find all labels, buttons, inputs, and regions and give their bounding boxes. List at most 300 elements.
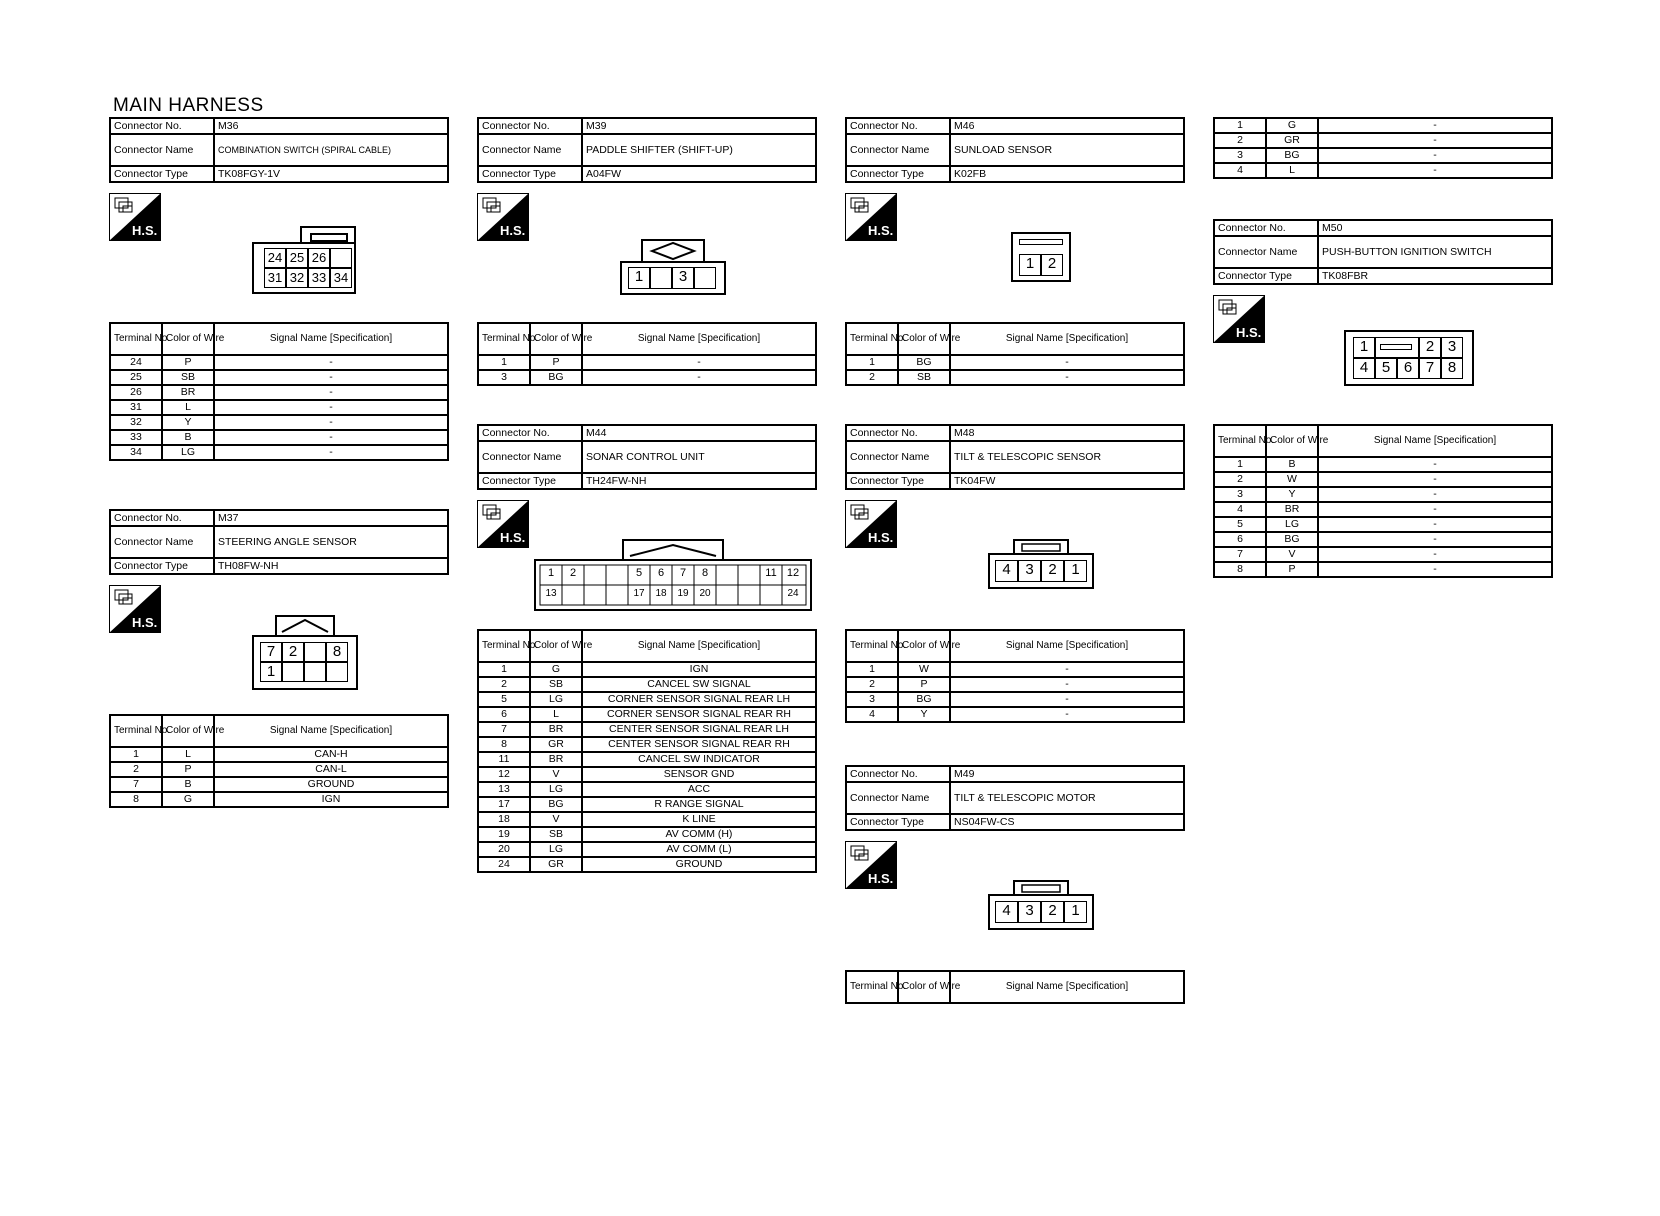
table-row — [478, 827, 816, 842]
connector-face-m39 — [620, 239, 726, 295]
pin: 1 — [547, 567, 555, 579]
wire-color-cell: BR — [1266, 502, 1318, 517]
connector-info-m49 — [845, 765, 1185, 831]
terminal-no-cell: 3 — [1214, 487, 1266, 502]
terminal-no-cell: 11 — [478, 752, 530, 767]
terminal-no-cell: 4 — [846, 707, 898, 722]
wire-color-cell: BR — [530, 752, 582, 767]
connector-name-value: SUNLOAD SENSOR — [950, 134, 1184, 166]
terminal-no-cell: 25 — [110, 370, 162, 385]
wire-color-cell: L — [1266, 163, 1318, 178]
label-connector-name: Connector Name — [1214, 236, 1318, 268]
wire-color-cell: LG — [530, 842, 582, 857]
wire-color-cell: LG — [162, 445, 214, 460]
label-connector-name: Connector Name — [110, 134, 214, 166]
terminal-no-cell: 3 — [846, 692, 898, 707]
harness-side-icon — [109, 193, 161, 241]
hs-label: H.S. — [132, 223, 158, 238]
signal-name-cell: - — [950, 355, 1184, 370]
label-connector-name: Connector Name — [846, 782, 950, 814]
pin: 1 — [628, 267, 650, 289]
signal-name-cell: R RANGE SIGNAL — [582, 797, 816, 812]
header-color-of-wire: Color of Wire — [530, 630, 582, 662]
connector-info-m36 — [109, 117, 449, 183]
table-row — [110, 792, 448, 807]
label-connector-no: Connector No. — [1214, 220, 1318, 236]
table-row — [110, 747, 448, 762]
connector-type-value: NS04FW-CS — [950, 814, 1184, 830]
pin-empty — [326, 662, 348, 682]
pin: 6 — [1397, 358, 1419, 379]
table-row — [110, 445, 448, 460]
signal-name-cell: - — [950, 662, 1184, 677]
terminal-table-m50 — [1213, 424, 1553, 578]
terminal-no-cell: 18 — [478, 812, 530, 827]
table-row — [846, 692, 1184, 707]
connector-no-value: M46 — [950, 118, 1184, 134]
pin: 7 — [1419, 358, 1441, 379]
label-connector-name: Connector Name — [478, 134, 582, 166]
wire-color-cell: Y — [162, 415, 214, 430]
pin: 8 — [701, 567, 709, 579]
table-row — [1214, 502, 1552, 517]
signal-name-cell: SENSOR GND — [582, 767, 816, 782]
terminal-no-cell: 1 — [478, 355, 530, 370]
wire-color-cell: SB — [898, 370, 950, 385]
table-row — [110, 400, 448, 415]
terminal-no-cell: 2 — [1214, 472, 1266, 487]
table-row — [478, 370, 816, 385]
signal-name-cell: - — [582, 370, 816, 385]
connector-face-m50 — [1344, 330, 1474, 386]
label-connector-name: Connector Name — [846, 441, 950, 473]
terminal-no-cell: 34 — [110, 445, 162, 460]
signal-name-cell: - — [1318, 502, 1552, 517]
pin: 4 — [995, 901, 1018, 923]
table-row — [478, 677, 816, 692]
terminal-no-cell: 2 — [478, 677, 530, 692]
signal-name-cell: - — [1318, 133, 1552, 148]
table-row — [846, 370, 1184, 385]
terminal-no-cell: 1 — [1214, 118, 1266, 133]
pin: 8 — [326, 642, 348, 662]
harness-side-icon — [109, 585, 161, 633]
signal-name-cell: - — [1318, 118, 1552, 133]
terminal-no-cell: 12 — [478, 767, 530, 782]
header-terminal-no: Terminal No. — [110, 323, 162, 355]
terminal-no-cell: 5 — [478, 692, 530, 707]
connector-no-value: M39 — [582, 118, 816, 134]
wire-color-cell: BG — [530, 797, 582, 812]
wire-color-cell: P — [530, 355, 582, 370]
header-color-of-wire: Color of Wire — [898, 630, 950, 662]
header-terminal-no: Terminal No. — [846, 323, 898, 355]
label-connector-name: Connector Name — [110, 526, 214, 558]
wire-color-cell: L — [162, 400, 214, 415]
signal-name-cell: - — [1318, 517, 1552, 532]
signal-name-cell: CANCEL SW SIGNAL — [582, 677, 816, 692]
connector-name-value: COMBINATION SWITCH (SPIRAL CABLE) — [214, 134, 448, 166]
table-row — [110, 415, 448, 430]
header-terminal-no: Terminal No. — [1214, 425, 1266, 457]
connector-no-value: M36 — [214, 118, 448, 134]
terminal-table-m48 — [845, 629, 1185, 723]
connector-info-m37 — [109, 509, 449, 575]
header-color-of-wire: Color of Wire — [898, 323, 950, 355]
table-row — [110, 777, 448, 792]
signal-name-cell: CORNER SENSOR SIGNAL REAR LH — [582, 692, 816, 707]
wire-color-cell: Y — [1266, 487, 1318, 502]
wire-color-cell: BG — [898, 355, 950, 370]
pin-empty — [650, 267, 672, 289]
table-row — [478, 812, 816, 827]
terminal-no-cell: 4 — [1214, 163, 1266, 178]
signal-name-cell: - — [1318, 148, 1552, 163]
terminal-no-cell: 1 — [1214, 457, 1266, 472]
pin: 5 — [635, 567, 643, 579]
table-row — [478, 842, 816, 857]
connector-name-value: SONAR CONTROL UNIT — [582, 441, 816, 473]
label-connector-no: Connector No. — [846, 425, 950, 441]
pin: 3 — [1018, 560, 1041, 582]
connector-no-value: M49 — [950, 766, 1184, 782]
signal-name-cell: - — [1318, 487, 1552, 502]
signal-name-cell: GROUND — [582, 857, 816, 872]
pin: 2 — [282, 642, 304, 662]
pin: 4 — [1353, 358, 1375, 379]
terminal-no-cell: 2 — [1214, 133, 1266, 148]
pin: 3 — [1441, 337, 1463, 358]
hs-label: H.S. — [132, 615, 158, 630]
connector-no-value: M48 — [950, 425, 1184, 441]
connector-face-m36 — [252, 226, 356, 294]
table-row — [846, 662, 1184, 677]
header-color-of-wire: Color of Wire — [162, 323, 214, 355]
pin: 7 — [679, 567, 687, 579]
terminal-no-cell: 5 — [1214, 517, 1266, 532]
label-connector-no: Connector No. — [846, 766, 950, 782]
signal-name-cell: AV COMM (H) — [582, 827, 816, 842]
signal-name-cell: - — [214, 355, 448, 370]
label-connector-name: Connector Name — [846, 134, 950, 166]
wire-color-cell: P — [162, 355, 214, 370]
wire-color-cell: BR — [162, 385, 214, 400]
terminal-no-cell: 33 — [110, 430, 162, 445]
signal-name-cell: CANCEL SW INDICATOR — [582, 752, 816, 767]
signal-name-cell: - — [1318, 547, 1552, 562]
pin: 12 — [786, 567, 800, 579]
harness-side-icon — [845, 500, 897, 548]
wire-color-cell: V — [530, 767, 582, 782]
hs-label: H.S. — [868, 223, 894, 238]
label-connector-no: Connector No. — [478, 425, 582, 441]
pin: 1 — [1064, 901, 1087, 923]
wire-color-cell: SB — [530, 677, 582, 692]
label-connector-no: Connector No. — [846, 118, 950, 134]
header-color-of-wire: Color of Wire — [1266, 425, 1318, 457]
signal-name-cell: - — [950, 692, 1184, 707]
header-signal-name: Signal Name [Specification] — [950, 630, 1184, 662]
table-row — [846, 677, 1184, 692]
table-row — [1214, 517, 1552, 532]
pin: 1 — [1019, 254, 1041, 276]
connector-face-m48 — [988, 539, 1094, 589]
header-signal-name: Signal Name [Specification] — [582, 323, 816, 355]
table-row — [846, 707, 1184, 722]
terminal-table-m49-continued — [1213, 117, 1553, 179]
header-terminal-no: Terminal No. — [846, 630, 898, 662]
pin: 2 — [1419, 337, 1441, 358]
signal-name-cell: CENTER SENSOR SIGNAL REAR LH — [582, 722, 816, 737]
table-row — [1214, 133, 1552, 148]
wire-color-cell: B — [162, 777, 214, 792]
table-row — [110, 385, 448, 400]
wire-color-cell: GR — [1266, 133, 1318, 148]
harness-side-icon — [845, 193, 897, 241]
pin: 18 — [655, 588, 667, 599]
terminal-no-cell: 13 — [478, 782, 530, 797]
label-connector-no: Connector No. — [478, 118, 582, 134]
label-connector-type: Connector Type — [1214, 268, 1318, 284]
wire-color-cell: G — [530, 662, 582, 677]
wire-color-cell: BG — [1266, 148, 1318, 163]
pin: 2 — [1041, 560, 1064, 582]
label-connector-type: Connector Type — [478, 473, 582, 489]
terminal-table-m39 — [477, 322, 817, 386]
pin: 33 — [308, 268, 330, 288]
table-row — [478, 355, 816, 370]
terminal-table-m46 — [845, 322, 1185, 386]
table-row — [478, 857, 816, 872]
pin: 19 — [677, 588, 689, 599]
table-row — [478, 692, 816, 707]
wire-color-cell: B — [1266, 457, 1318, 472]
hs-label: H.S. — [868, 530, 894, 545]
table-row — [478, 752, 816, 767]
terminal-no-cell: 3 — [478, 370, 530, 385]
pin: 3 — [672, 267, 694, 289]
hs-label: H.S. — [868, 871, 894, 886]
wire-color-cell: SB — [530, 827, 582, 842]
header-signal-name: Signal Name [Specification] — [582, 630, 816, 662]
table-row — [1214, 148, 1552, 163]
label-connector-type: Connector Type — [110, 558, 214, 574]
signal-name-cell: - — [1318, 562, 1552, 577]
pin-empty — [330, 248, 352, 268]
connector-info-m46 — [845, 117, 1185, 183]
terminal-no-cell: 32 — [110, 415, 162, 430]
pin: 2 — [1041, 901, 1064, 923]
table-row — [1214, 487, 1552, 502]
pin: 1 — [1064, 560, 1087, 582]
connector-face-m46 — [1011, 232, 1071, 282]
table-row — [110, 370, 448, 385]
pin: 25 — [286, 248, 308, 268]
header-terminal-no: Terminal No. — [478, 630, 530, 662]
terminal-no-cell: 2 — [846, 370, 898, 385]
wire-color-cell: W — [898, 662, 950, 677]
wire-color-cell: W — [1266, 472, 1318, 487]
pin: 1 — [1353, 337, 1375, 358]
harness-side-icon — [1213, 295, 1265, 343]
terminal-no-cell: 8 — [478, 737, 530, 752]
wire-color-cell: V — [1266, 547, 1318, 562]
table-row — [110, 355, 448, 370]
label-connector-name: Connector Name — [478, 441, 582, 473]
terminal-no-cell: 1 — [110, 747, 162, 762]
connector-name-value: TILT & TELESCOPIC MOTOR — [950, 782, 1184, 814]
terminal-no-cell: 19 — [478, 827, 530, 842]
signal-name-cell: - — [582, 355, 816, 370]
connector-type-value: TH08FW-NH — [214, 558, 448, 574]
table-row — [478, 767, 816, 782]
header-color-of-wire: Color of Wire — [530, 323, 582, 355]
header-signal-name: Signal Name [Specification] — [214, 715, 448, 747]
connector-face-m44 — [534, 539, 812, 611]
label-connector-no: Connector No. — [110, 118, 214, 134]
connector-info-m50 — [1213, 219, 1553, 285]
terminal-no-cell: 4 — [1214, 502, 1266, 517]
table-row — [1214, 547, 1552, 562]
pin: 34 — [330, 268, 352, 288]
signal-name-cell: ACC — [582, 782, 816, 797]
terminal-no-cell: 24 — [110, 355, 162, 370]
table-row — [478, 797, 816, 812]
table-row — [1214, 532, 1552, 547]
connector-no-value: M44 — [582, 425, 816, 441]
pin: 1 — [260, 662, 282, 682]
connector-info-m39 — [477, 117, 817, 183]
terminal-no-cell: 1 — [846, 355, 898, 370]
table-row — [1214, 118, 1552, 133]
table-row — [1214, 457, 1552, 472]
wire-color-cell: GR — [530, 737, 582, 752]
wire-color-cell: BG — [898, 692, 950, 707]
table-row — [1214, 472, 1552, 487]
table-row — [478, 737, 816, 752]
label-connector-type: Connector Type — [846, 473, 950, 489]
table-row — [478, 782, 816, 797]
signal-name-cell: - — [214, 445, 448, 460]
label-connector-type: Connector Type — [110, 166, 214, 182]
hs-label: H.S. — [1236, 325, 1262, 340]
connector-name-value: PUSH-BUTTON IGNITION SWITCH — [1318, 236, 1552, 268]
harness-side-icon — [477, 193, 529, 241]
wire-color-cell: LG — [1266, 517, 1318, 532]
pin: 32 — [286, 268, 308, 288]
terminal-no-cell: 2 — [110, 762, 162, 777]
terminal-no-cell: 31 — [110, 400, 162, 415]
label-connector-type: Connector Type — [846, 814, 950, 830]
signal-name-cell: - — [1318, 457, 1552, 472]
signal-name-cell: AV COMM (L) — [582, 842, 816, 857]
wire-color-cell: LG — [530, 782, 582, 797]
pin: 13 — [545, 588, 557, 599]
pin: 24 — [787, 588, 799, 599]
header-signal-name: Signal Name [Specification] — [214, 323, 448, 355]
pin: 11 — [765, 567, 777, 579]
terminal-no-cell: 26 — [110, 385, 162, 400]
terminal-table-m37 — [109, 714, 449, 808]
connector-no-value: M50 — [1318, 220, 1552, 236]
label-connector-no: Connector No. — [110, 510, 214, 526]
terminal-no-cell: 2 — [846, 677, 898, 692]
signal-name-cell: - — [214, 400, 448, 415]
wire-color-cell: B — [162, 430, 214, 445]
wire-color-cell: BR — [530, 722, 582, 737]
wire-color-cell: P — [898, 677, 950, 692]
signal-name-cell: - — [214, 415, 448, 430]
terminal-no-cell: 7 — [1214, 547, 1266, 562]
header-terminal-no: Terminal No. — [478, 323, 530, 355]
signal-name-cell: - — [950, 370, 1184, 385]
wire-color-cell: P — [1266, 562, 1318, 577]
signal-name-cell: - — [214, 370, 448, 385]
wire-color-cell: BG — [1266, 532, 1318, 547]
pin-empty — [304, 662, 326, 682]
label-connector-type: Connector Type — [478, 166, 582, 182]
table-row — [478, 707, 816, 722]
connector-info-m48 — [845, 424, 1185, 490]
signal-name-cell: GROUND — [214, 777, 448, 792]
connector-type-value: TK08FGY-1V — [214, 166, 448, 182]
terminal-no-cell: 7 — [478, 722, 530, 737]
header-signal-name: Signal Name [Specification] — [950, 971, 1184, 1003]
terminal-table-m49-header — [845, 970, 1185, 1004]
signal-name-cell: - — [1318, 532, 1552, 547]
pin: 26 — [308, 248, 330, 268]
connector-type-value: TH24FW-NH — [582, 473, 816, 489]
header-color-of-wire: Color of Wire — [162, 715, 214, 747]
connector-info-m44 — [477, 424, 817, 490]
pin: 2 — [1041, 254, 1063, 276]
wire-color-cell: G — [162, 792, 214, 807]
connector-type-value: TK04FW — [950, 473, 1184, 489]
terminal-no-cell: 6 — [478, 707, 530, 722]
pin: 3 — [1018, 901, 1041, 923]
table-row — [110, 430, 448, 445]
hs-label: H.S. — [500, 530, 526, 545]
page-title: MAIN HARNESS — [113, 95, 264, 116]
signal-name-cell: - — [214, 385, 448, 400]
label-connector-type: Connector Type — [846, 166, 950, 182]
connector-type-value: A04FW — [582, 166, 816, 182]
signal-name-cell: CORNER SENSOR SIGNAL REAR RH — [582, 707, 816, 722]
pin-empty — [282, 662, 304, 682]
terminal-no-cell: 17 — [478, 797, 530, 812]
header-color-of-wire: Color of Wire — [898, 971, 950, 1003]
wire-color-cell: GR — [530, 857, 582, 872]
wire-color-cell: P — [162, 762, 214, 777]
harness-side-icon — [845, 841, 897, 889]
table-row — [478, 722, 816, 737]
table-row — [1214, 562, 1552, 577]
terminal-no-cell: 7 — [110, 777, 162, 792]
connector-name-value: PADDLE SHIFTER (SHIFT-UP) — [582, 134, 816, 166]
terminal-no-cell: 20 — [478, 842, 530, 857]
pin: 5 — [1375, 358, 1397, 379]
signal-name-cell: K LINE — [582, 812, 816, 827]
connector-name-value: TILT & TELESCOPIC SENSOR — [950, 441, 1184, 473]
terminal-no-cell: 8 — [110, 792, 162, 807]
pin: 6 — [657, 567, 665, 579]
harness-side-icon — [477, 500, 529, 548]
signal-name-cell: - — [1318, 163, 1552, 178]
wire-color-cell: L — [162, 747, 214, 762]
wire-color-cell: G — [1266, 118, 1318, 133]
terminal-no-cell: 1 — [478, 662, 530, 677]
header-terminal-no: Terminal No. — [110, 715, 162, 747]
